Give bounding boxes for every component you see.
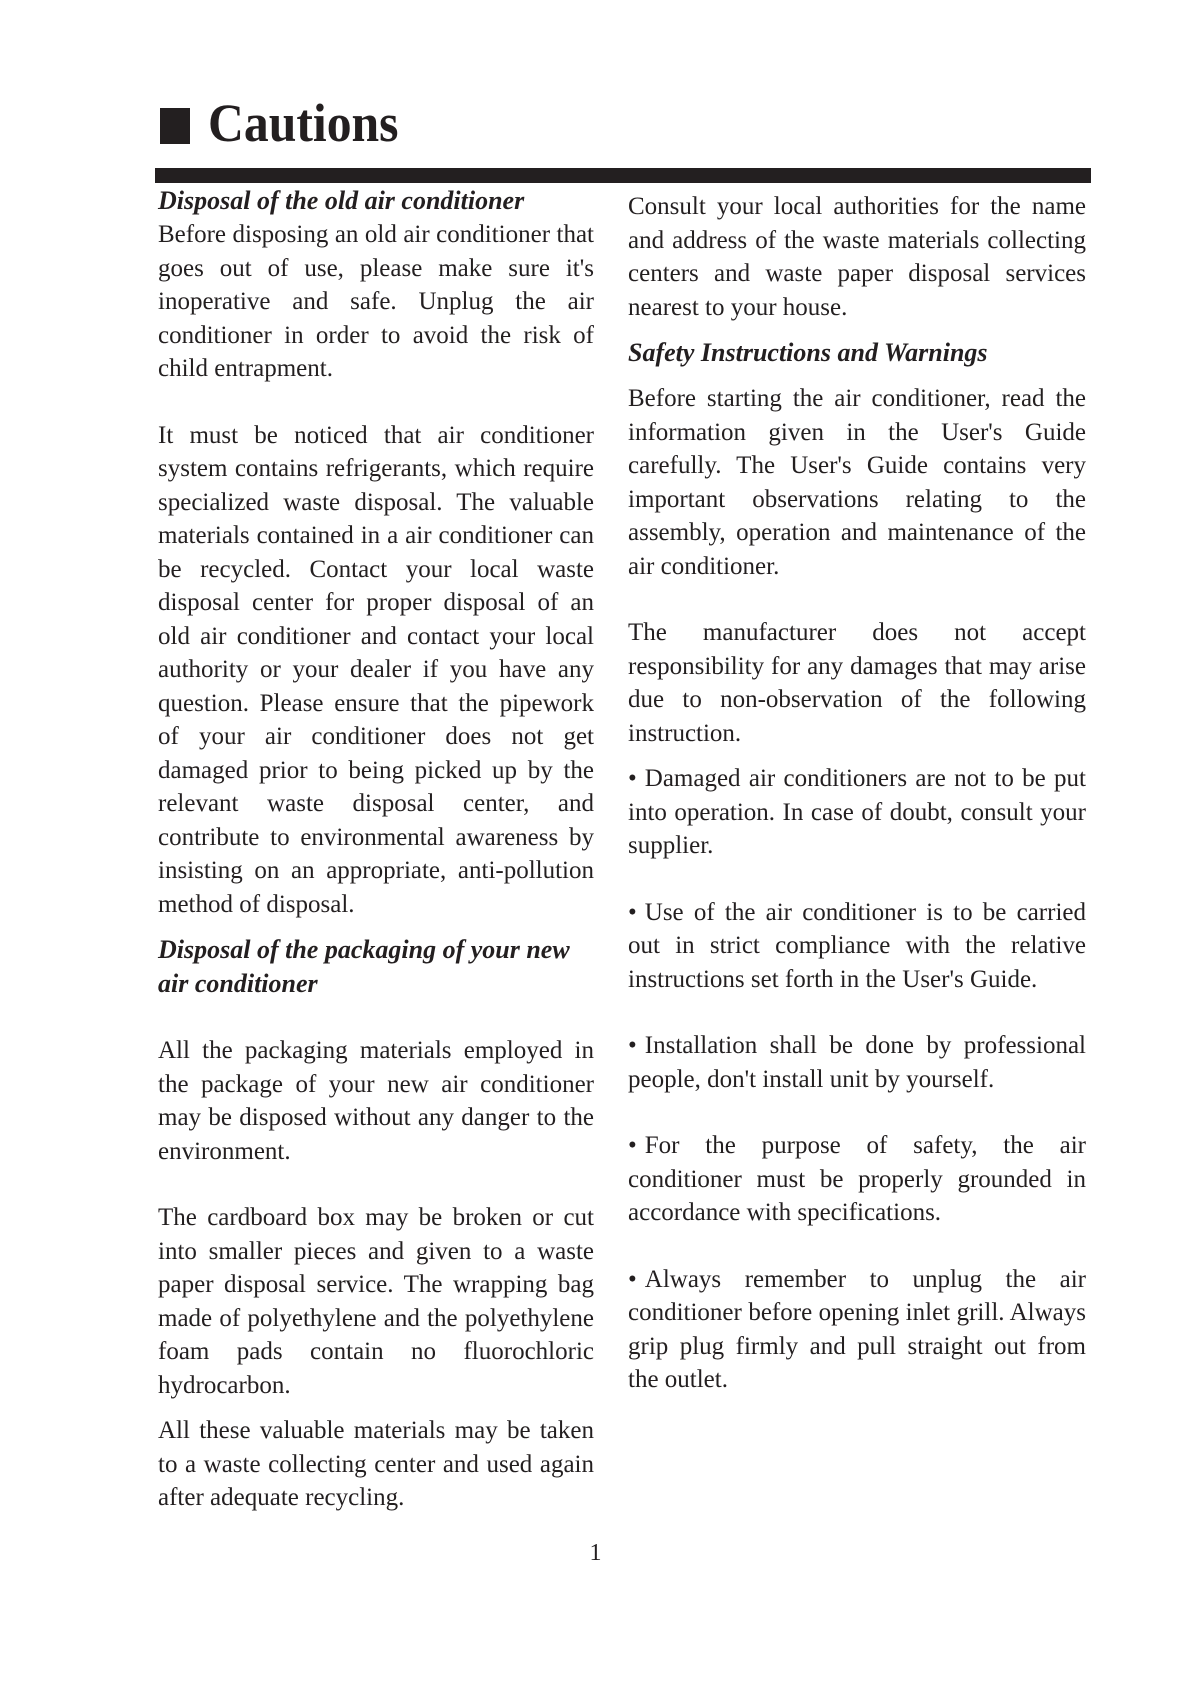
para-old-2: It must be noticed that air conditioner system contains refrigerants, which require specialized waste disposal. The valuable materials contained in a air conditioner can be recycled. Contact your local waste disposal center for proper disposal of an old air conditioner and contact your local authority or your dealer if you have any question. Please ensure that the pipework of your air conditioner does not get damaged prior to being picked up by the relevant waste disposal center, and contribute to environmental awareness by insisting on an appropriate, anti-pollution method of disposal. bbox=[158, 421, 594, 918]
para-consult: Consult your local authorities for the name and address of the waste materials collecting centers and waste paper disposal services nearest to your house. bbox=[628, 193, 1086, 321]
para-safety-1: Before starting the air conditioner, read the information given in the User's Guide carefully. The User's Guide contains very important observations relating to the assembly, operation and maintenance of the air conditioner. bbox=[628, 385, 1086, 580]
para-pack-2: The cardboard box may be broken or cut into smaller pieces and given to a waste paper disposal service. The wrapping bag made of polyethylene and the polyethylene foam pads contain no fluorochloric hydrocarbon. bbox=[158, 1204, 594, 1399]
para-pack-1: All the packaging materials employed in the package of your new air conditioner may be disposed without any danger to the environment. bbox=[158, 1037, 594, 1165]
black-square-icon bbox=[160, 108, 190, 144]
page-title: Cautions bbox=[208, 93, 399, 153]
heading-old-disposal: Disposal of the old air conditioner bbox=[158, 186, 525, 215]
heading-packaging-disposal: Disposal of the packaging of your new air conditioner bbox=[158, 935, 570, 998]
bullet-icon: • bbox=[628, 1132, 637, 1159]
safety-bullet-1: • Damaged air conditioners are not to be put into operation. In case of doubt, consult your supplier. bbox=[628, 762, 1086, 863]
para-safety-2: The manufacturer does not accept responsibility for any damages that may arise due to non-observation of the following instruction. bbox=[628, 619, 1086, 747]
title-rule bbox=[155, 168, 1091, 183]
bullet-icon: • bbox=[628, 1265, 637, 1293]
bullet-icon: • bbox=[628, 898, 637, 926]
para-pack-3: All these valuable materials may be taken to a waste collecting center and used again after adequate recycling. bbox=[158, 1417, 594, 1511]
bullet-icon: • bbox=[628, 765, 637, 792]
bullet-icon: • bbox=[628, 1032, 637, 1059]
heading-safety: Safety Instructions and Warnings bbox=[628, 338, 988, 367]
safety-bullet-4: • For the purpose of safety, the air conditioner must be properly grounded in accordance with specifications. bbox=[628, 1129, 1086, 1230]
page-header bbox=[160, 93, 415, 153]
safety-bullet-2: • Use of the air conditioner is to be carried out in strict compliance with the relative instructions set forth in the User's Guide. bbox=[628, 896, 1086, 997]
safety-bullet-3: • Installation shall be done by professional people, don't install unit by yourself. bbox=[628, 1029, 1086, 1096]
right-column bbox=[628, 190, 1086, 1397]
left-column bbox=[158, 184, 594, 1515]
safety-bullet-5: • Always remember to unplug the air conditioner before opening inlet grill. Always grip plug firmly and pull straight out from the outlet. bbox=[628, 1263, 1086, 1397]
page-number: 1 bbox=[589, 1540, 602, 1566]
para-old-1: Before disposing an old air conditioner that goes out of use, please make sure it's inoperative and safe. Unplug the air conditioner in order to avoid the risk of child entrapment. bbox=[158, 221, 594, 382]
